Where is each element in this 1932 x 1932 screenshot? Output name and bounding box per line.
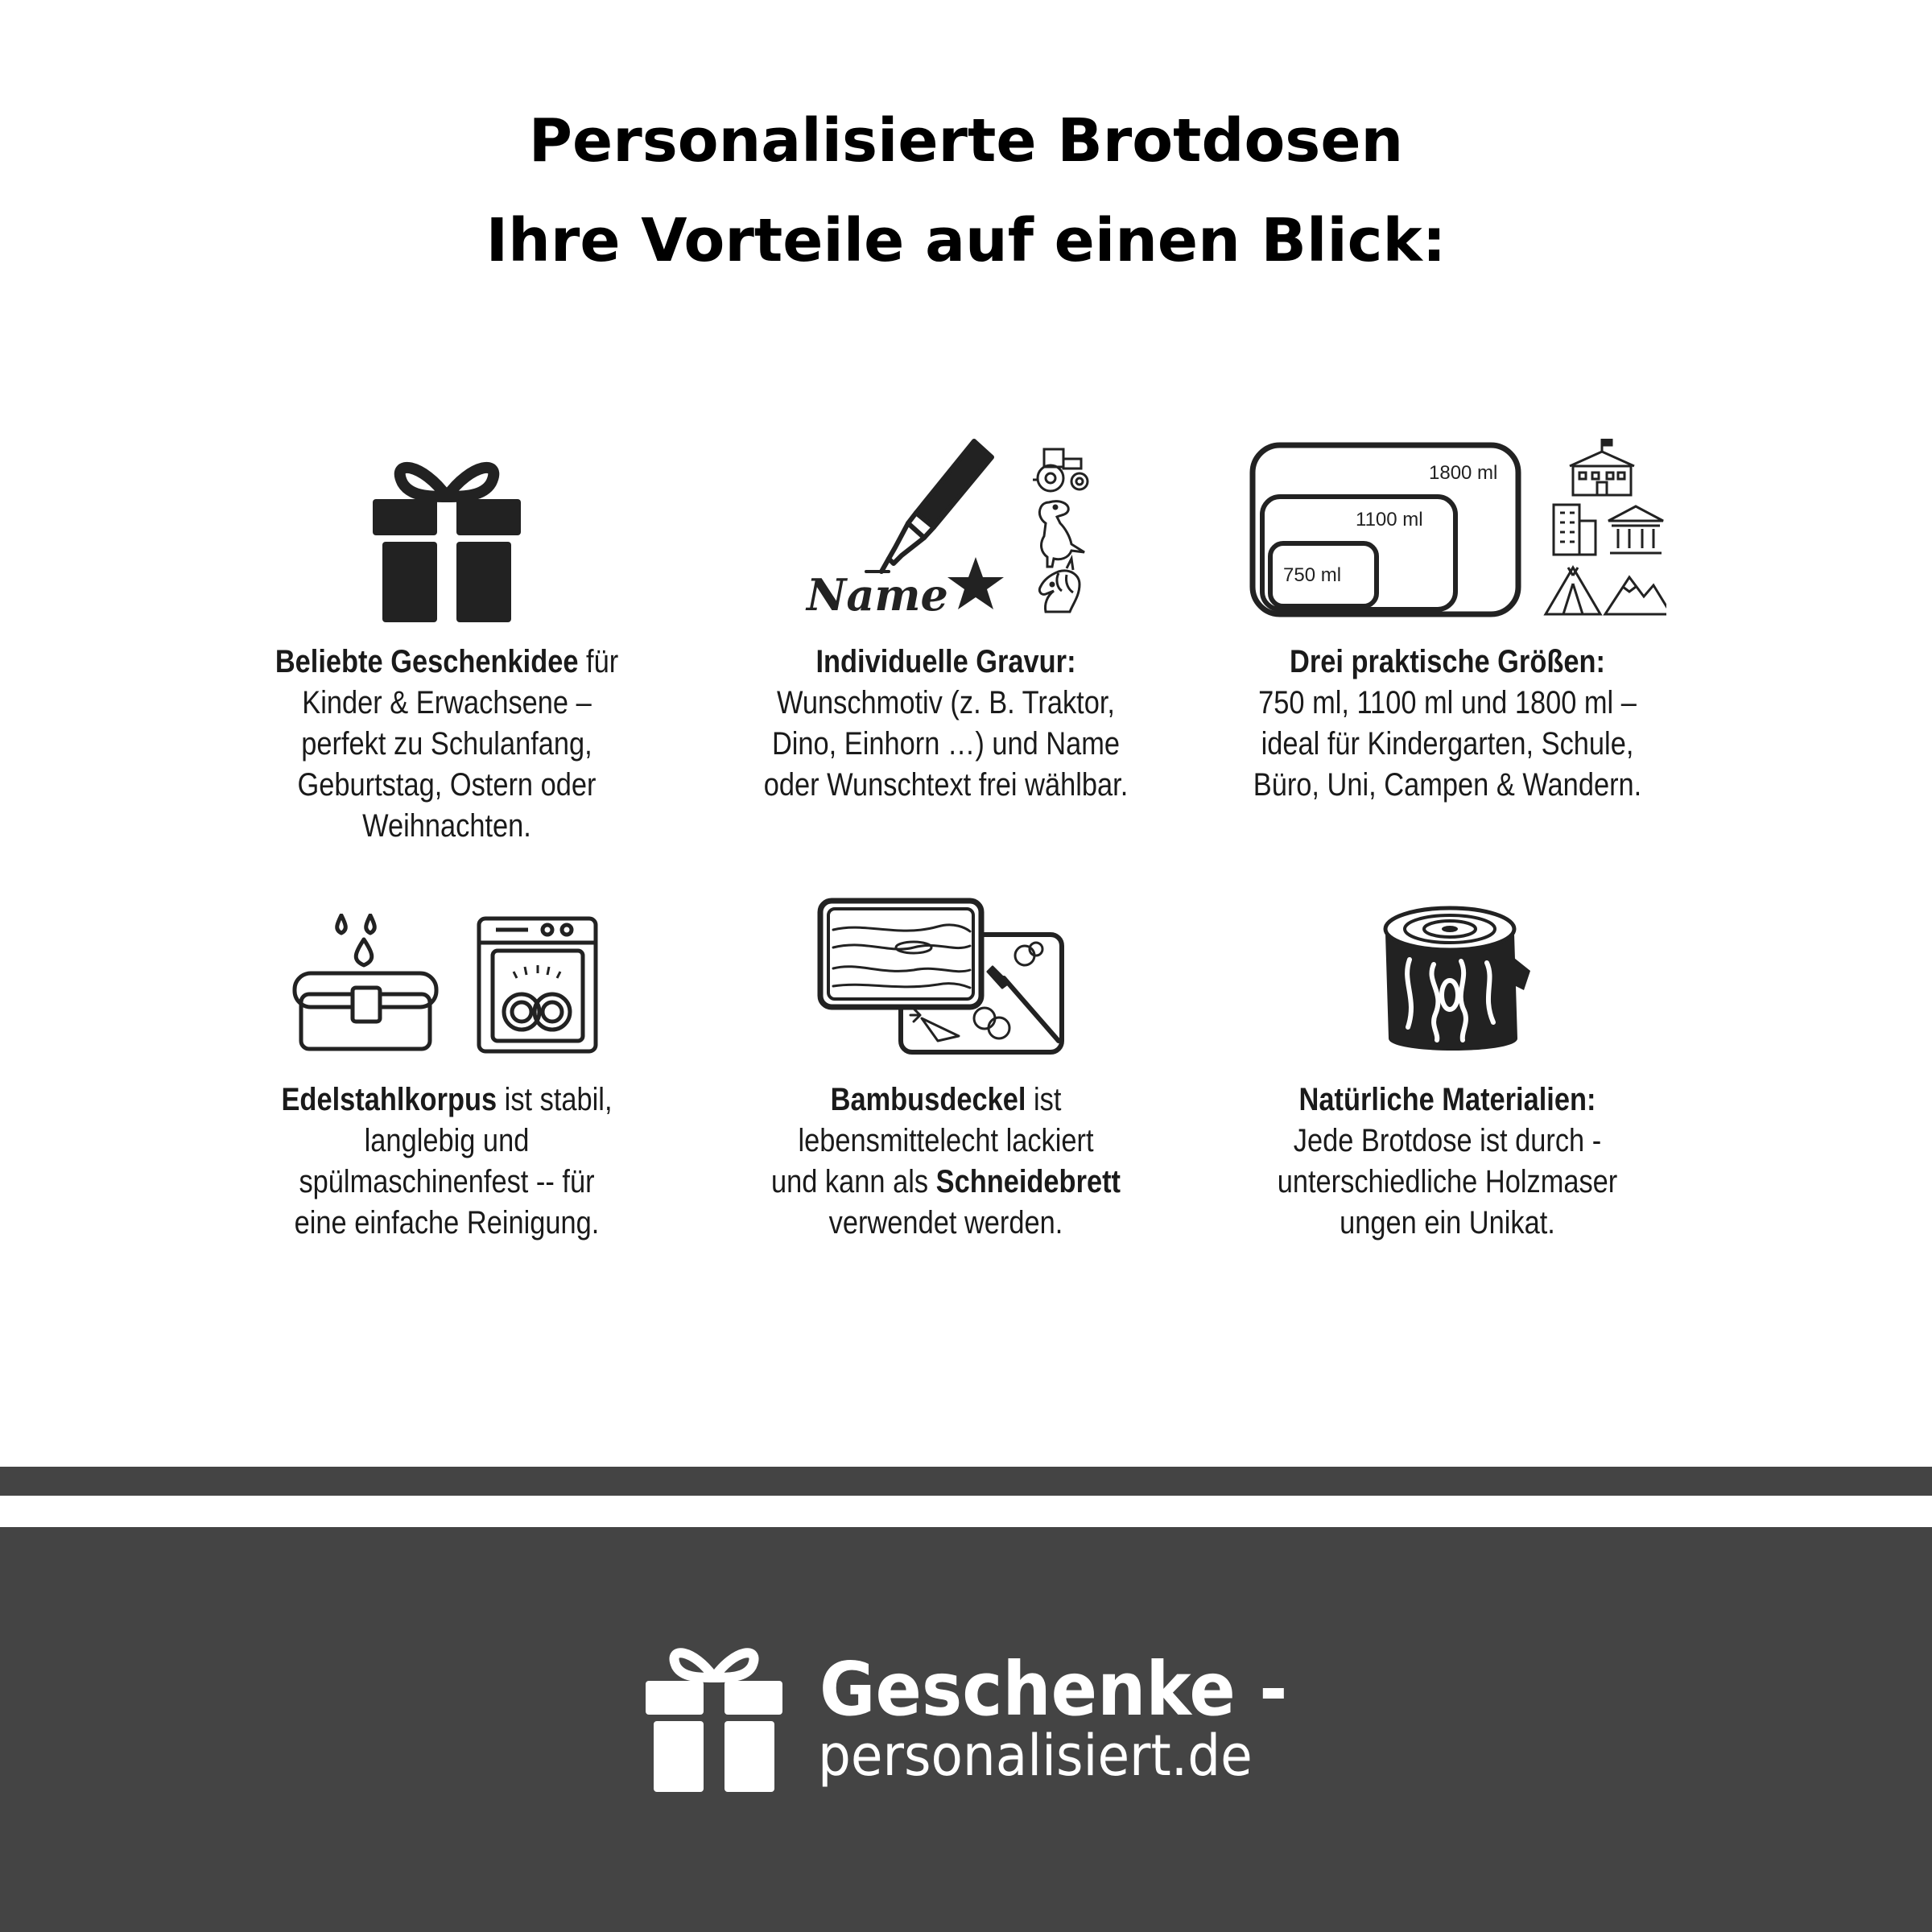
footer-brand[interactable]	[644, 1642, 1288, 1803]
engraving-pen-icon	[805, 435, 1103, 620]
feature-caption-gift: Beliebte Geschenkidee für Kinder & Erwachsene – perfekt zu Schulanfang, Geburtstag, Ostern oder Weihnachten.	[275, 644, 619, 844]
feature-caption-natural: Natürliche Materialien: Jede Brotdose ist durch - unterschiedliche Holzmaser ungen ein Unikat.	[1277, 1082, 1618, 1241]
brand-name: Geschenke -	[819, 1646, 1288, 1732]
cutting-board-icon	[817, 898, 1083, 1059]
page-title-line2: Ihre Vorteile auf einen Blick:	[485, 206, 1447, 275]
size-label-1800: 1800 ml	[1429, 462, 1498, 484]
dishwasher-icon	[290, 914, 600, 1055]
size-label-750: 750 ml	[1283, 564, 1342, 586]
gift-logo-icon	[644, 1642, 785, 1795]
gift-icon	[366, 455, 527, 624]
feature-caption-sizes: Drei praktische Größen: 750 ml, 1100 ml und 1800 ml – ideal für Kindergarten, Schule, Büro, Uni, Campen & Wandern.	[1253, 644, 1642, 803]
footer-divider-stripe	[0, 1467, 1932, 1496]
feature-caption-engraving: Individuelle Gravur: Wunschmotiv (z. B. Traktor, Dino, Einhorn …) und Name oder Wunschtext frei wählbar.	[763, 644, 1129, 803]
page-title-line1: Personalisierte Brotdosen	[528, 106, 1404, 175]
brand-domain: personalisiert.de	[818, 1723, 1253, 1789]
engraving-name-text: Name	[807, 569, 948, 620]
feature-caption-steel: Edelstahlkorpus ist stabil, langlebig und spülmaschinenfest -- für eine einfache Reinigung.	[281, 1082, 613, 1241]
size-label-1100: 1100 ml	[1356, 509, 1423, 530]
lunchbox-sizes-icon	[1248, 439, 1666, 620]
wood-log-icon	[1381, 902, 1534, 1055]
feature-caption-bamboo: Bambusdeckel ist lebensmittelecht lackiert und kann als Schneidebrett verwendet werden.	[770, 1082, 1121, 1241]
